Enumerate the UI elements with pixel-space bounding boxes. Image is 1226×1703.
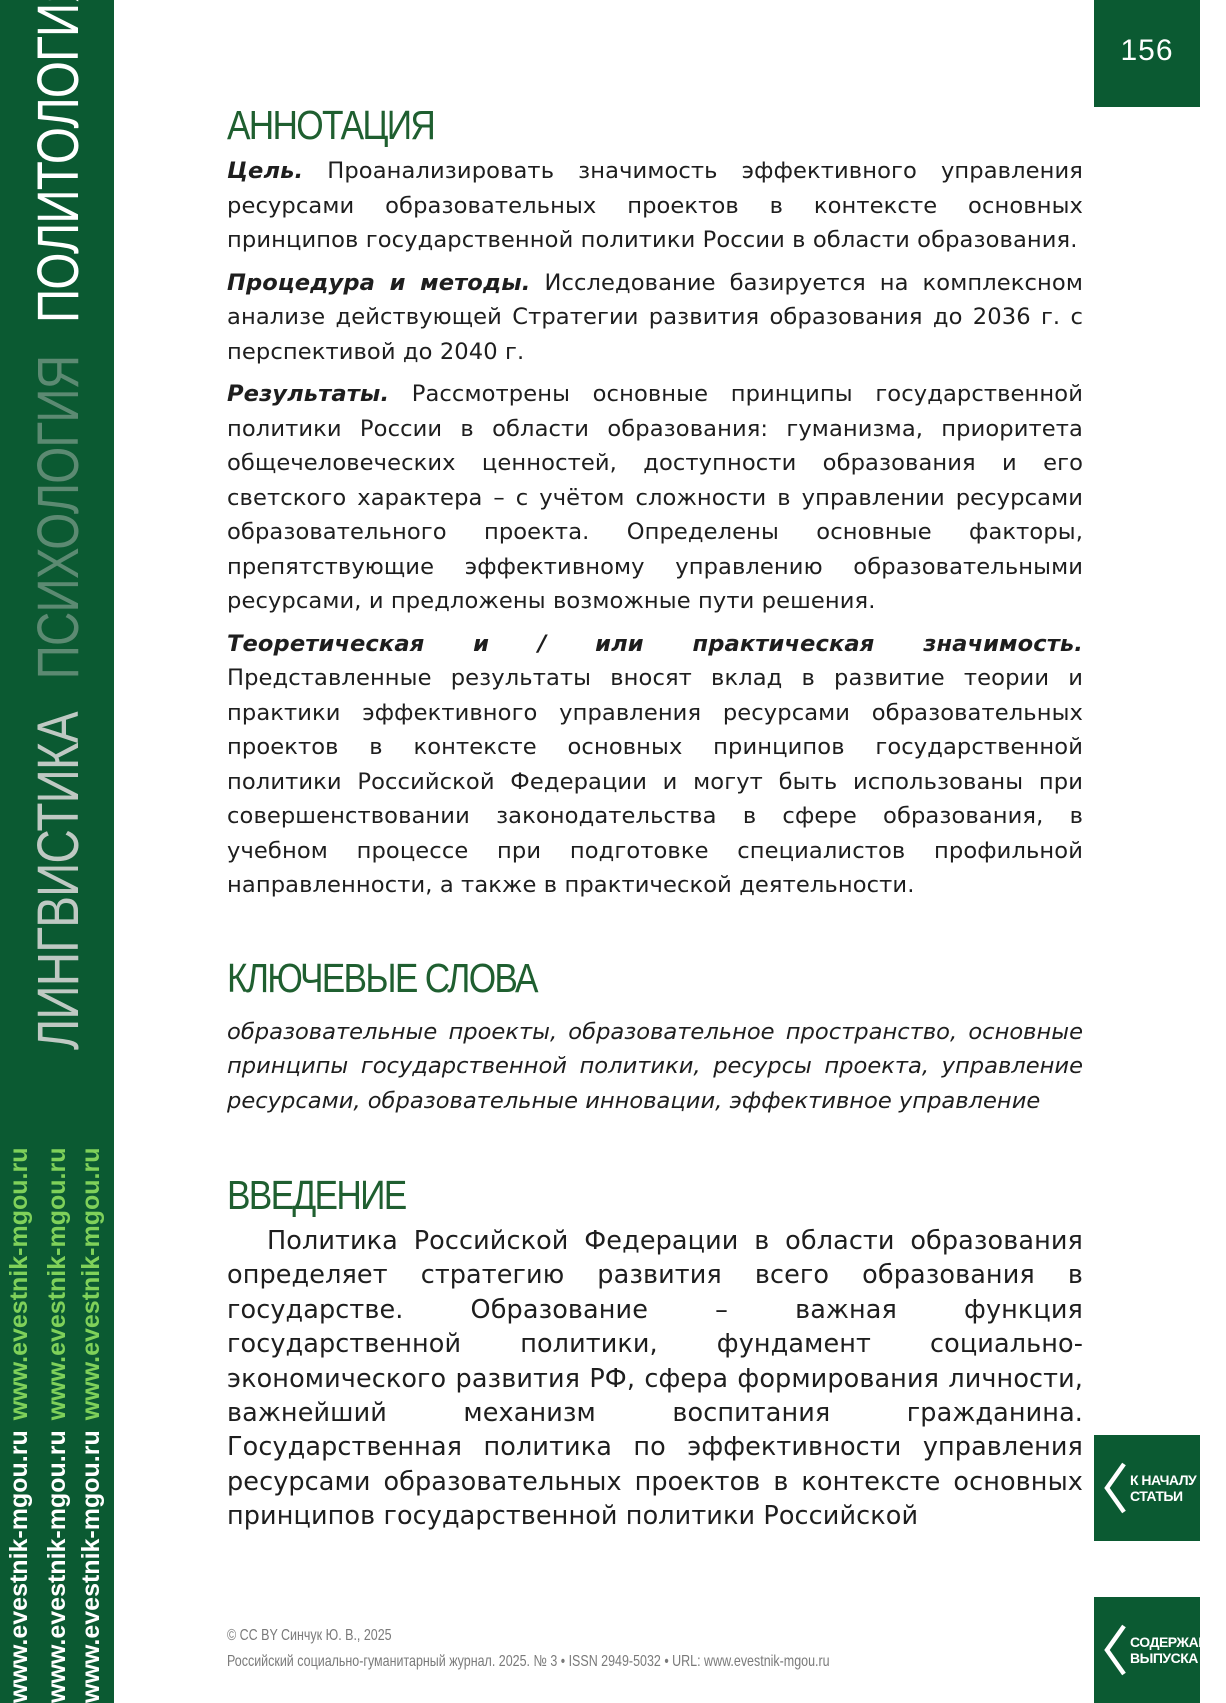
journal-citation[interactable]: Российский социально-гуманитарный журнал. 2025. № 3 • ISSN 2949-5032 • URL: www.evestnik-mgou.ru — [227, 1649, 830, 1675]
site-link[interactable]: www.evestnik-mgou.ru — [43, 1148, 71, 1421]
annotation-heading: АННОТАЦИЯ — [227, 100, 963, 150]
keywords-heading: КЛЮЧЕВЫЕ СЛОВА — [227, 953, 963, 1003]
significance-text: Представленные результаты вносят вклад в развитие теории и практики эффективного управления ресурсами образовательных проектов в контексте основных принципов государственной политики Российской Федерации и могут быть использованы при совершенствовании законодательства в сфере образования, в учебном процессе при подготовке специалистов профильной направленности, а также в практической деятельности. — [227, 665, 1083, 898]
article-body — [227, 100, 1083, 1534]
goal-label: Цель. — [227, 158, 303, 184]
chevron-left-icon — [1102, 1622, 1128, 1678]
section-politology[interactable]: ПОЛИТОЛОГИЯ — [26, 0, 91, 323]
back-to-article-start-label: К НАЧАЛУ СТАТЬИ — [1130, 1472, 1196, 1504]
site-link-column-2[interactable] — [42, 1138, 72, 1703]
annotation-results — [227, 377, 1083, 619]
issue-contents-label: СОДЕРЖАНИЕ ВЫПУСКА — [1130, 1634, 1226, 1666]
site-link[interactable]: www.evestnik-mgou.ru — [5, 1148, 33, 1421]
site-link-column-1[interactable] — [4, 1138, 34, 1703]
introduction-text: Политика Российской Федерации в области образования определяет стратегию развития всего образования в государстве. Образование – важная функция государственной политики, фундамент социально-экономического развития РФ, сфера формирования личности, важнейший механизм воспитания гражданина. Государственная политика по эффективности управления ресурсами образовательных проектов в контексте основных принципов государственной политики Российской — [227, 1224, 1083, 1534]
keywords-section — [227, 953, 1083, 1119]
goal-text: Проанализировать значимость эффективного управления ресурсами образовательных проектов в контексте основных принципов государственной политики России в области образования. — [227, 158, 1083, 253]
section-psychology[interactable]: ПСИХОЛОГИЯ — [26, 356, 91, 680]
site-link[interactable]: www.evestnik-mgou.ru — [77, 1148, 105, 1421]
introduction-section — [227, 1170, 1083, 1534]
keywords-text: образовательные проекты, образовательное пространство, основные принципы государственной политики, ресурсы проекта, управление ресурсами, образовательные инновации, эффективное управление — [227, 1015, 1083, 1119]
annotation-section — [227, 100, 1083, 903]
results-text: Рассмотрены основные принципы государственной политики России в области образования: гуманизма, приоритета общечеловеческих ценностей, доступности образования и его светского характера – с учётом сложности в управлении ресурсами образовательного проекта. Определены основные факторы, препятствующие эффективному управлению образовательными ресурсами, и предложены возможные пути решения. — [227, 381, 1083, 614]
results-label: Результаты. — [227, 381, 389, 407]
site-link[interactable]: www.evestnik-mgou.ru — [77, 1430, 105, 1703]
section-labels — [30, 0, 88, 1050]
issue-contents-button[interactable] — [1094, 1597, 1200, 1703]
site-link[interactable]: www.evestnik-mgou.ru — [43, 1430, 71, 1703]
chevron-left-icon — [1102, 1460, 1128, 1516]
section-sidebar — [0, 0, 114, 1703]
page-footer — [227, 1623, 830, 1675]
methods-label: Процедура и методы. — [227, 270, 531, 296]
annotation-methods — [227, 266, 1083, 370]
back-to-article-start-button[interactable] — [1094, 1435, 1200, 1541]
annotation-significance — [227, 627, 1083, 903]
site-link[interactable]: www.evestnik-mgou.ru — [5, 1430, 33, 1703]
annotation-goal — [227, 154, 1083, 258]
copyright-line: © CC BY Синчук Ю. В., 2025 — [227, 1623, 830, 1649]
page-number: 156 — [1094, 0, 1200, 107]
significance-label: Теоретическая и / или практическая значимость. — [227, 631, 1083, 657]
methods-text: Исследование базируется на комплексном анализе действующей Стратегии развития образования до 2036 г. с перспективой до 2040 г. — [227, 270, 1083, 365]
introduction-heading: ВВЕДЕНИЕ — [227, 1170, 963, 1220]
site-link-column-3[interactable] — [76, 1138, 106, 1703]
section-linguistics[interactable]: ЛИНГВИСТИКА — [26, 712, 91, 1050]
